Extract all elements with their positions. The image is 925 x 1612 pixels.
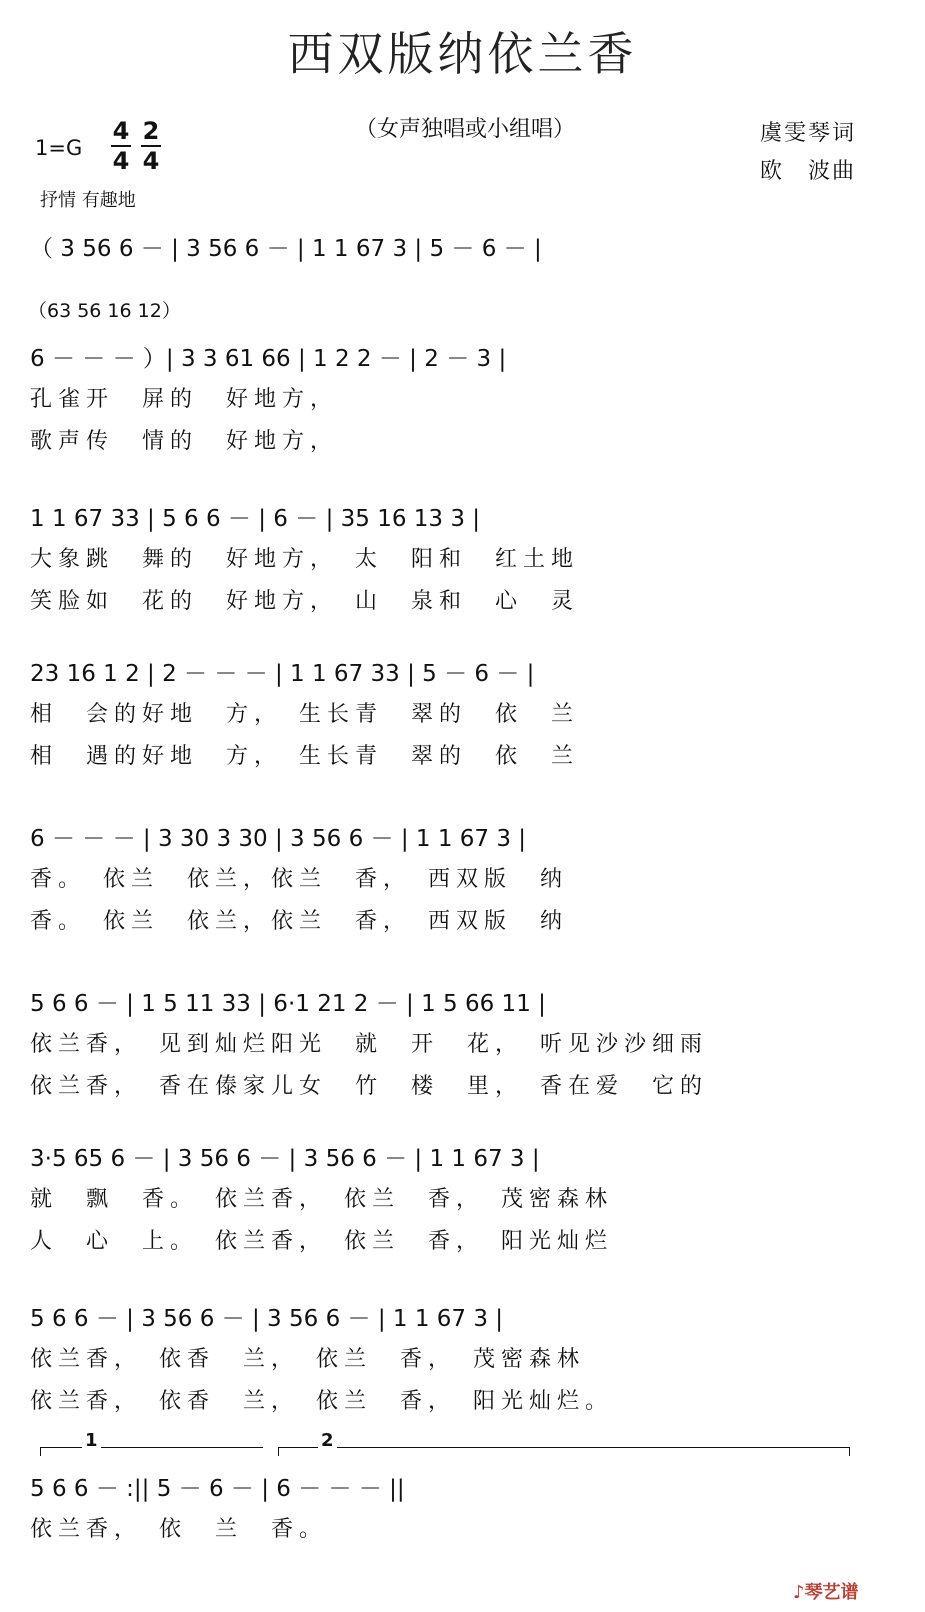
- volta-bracket-2: [278, 1447, 850, 1456]
- time-signature-b: [140, 117, 162, 175]
- lyric-verse-2: 依兰香， 香在傣家儿女 竹 楼 里， 香在爱 它的: [30, 1074, 709, 1099]
- notation-line: 6 － － － | 3 30 3 30 | 3 56 6 － | 1 1 67 3 |: [30, 826, 527, 852]
- lyric-verse-2: 香。 依兰 依兰，依兰 香， 西双版 纳: [30, 909, 569, 934]
- composer-credit: 欧 波曲: [760, 159, 857, 184]
- notation-line: 6 － － － ）| 3 3 61 66 | 1 2 2 － | 2 － 3 |: [30, 346, 507, 372]
- lyric-verse-1: 依兰香， 见到灿烂阳光 就 开 花， 听见沙沙细雨: [30, 1032, 709, 1057]
- lyric-verse-1: 相 会的好地 方， 生长青 翠的 依 兰: [30, 702, 580, 727]
- time-sig-num: 2: [142, 117, 160, 145]
- key-signature: 1=G: [35, 136, 83, 160]
- time-sig-num: 4: [112, 117, 130, 145]
- notation-line: （ 3 56 6 － | 3 56 6 － | 1 1 67 3 | 5 － 6 － |: [30, 236, 542, 262]
- time-sig-den: 4: [112, 147, 130, 175]
- notation-line: 5 6 6 － :|| 5 － 6 － | 6 － － － ||: [30, 1476, 405, 1502]
- notation-line: 5 6 6 － | 1 5 11 33 | 6·1 21 2 － | 1 5 66 11 |: [30, 991, 546, 1017]
- lyric-verse-1: 大象跳 舞的 好地方， 太 阳和 红土地: [30, 547, 580, 572]
- lyric-verse-1: 依兰香， 依香 兰， 依兰 香， 茂密森林: [30, 1347, 586, 1372]
- lyric-verse-2: 相 遇的好地 方， 生长青 翠的 依 兰: [30, 744, 580, 769]
- lyricist-credit: 虞雯琴词: [760, 121, 857, 146]
- volta-number-1: 1: [82, 1430, 101, 1451]
- lyric-verse-1: 孔雀开 屏的 好地方，: [30, 387, 339, 412]
- notation-line: 3·5 65 6 － | 3 56 6 － | 3 56 6 － | 1 1 67 3 |: [30, 1146, 540, 1172]
- aux-notation: （63 56 16 12）: [28, 300, 181, 322]
- notation-line: 1 1 67 33 | 5 6 6 － | 6 － | 35 16 13 3 |: [30, 506, 481, 532]
- volta-number-2: 2: [318, 1430, 337, 1451]
- time-sig-den: 4: [142, 147, 160, 175]
- lyric-verse-2: 人 心 上。 依兰香， 依兰 香， 阳光灿烂: [30, 1229, 614, 1254]
- lyric-verse-1: 就 飘 香。 依兰香， 依兰 香， 茂密森林: [30, 1187, 614, 1212]
- subtitle: （女声独唱或小组唱）: [355, 117, 576, 142]
- lyric-verse-1: 依兰香， 依 兰 香。: [30, 1517, 328, 1542]
- lyric-verse-1: 香。 依兰 依兰，依兰 香， 西双版 纳: [30, 867, 569, 892]
- watermark-text: 琴艺谱: [804, 1582, 859, 1603]
- lyric-verse-2: 笑脸如 花的 好地方， 山 泉和 心 灵: [30, 589, 580, 614]
- notation-line: 23 16 1 2 | 2 － － － | 1 1 67 33 | 5 － 6 － |: [30, 661, 535, 687]
- watermark-logo: ♪琴艺谱: [793, 1582, 859, 1603]
- lyric-verse-2: 歌声传 情的 好地方，: [30, 429, 339, 454]
- time-signature-a: [110, 117, 132, 175]
- page-title: 西双版纳依兰香: [287, 27, 638, 81]
- notation-line: 5 6 6 － | 3 56 6 － | 3 56 6 － | 1 1 67 3 |: [30, 1306, 504, 1332]
- volta-bracket-1: [40, 1447, 263, 1456]
- tempo-marking: 抒情 有趣地: [40, 190, 136, 211]
- lyric-verse-2: 依兰香， 依香 兰， 依兰 香， 阳光灿烂。: [30, 1389, 614, 1414]
